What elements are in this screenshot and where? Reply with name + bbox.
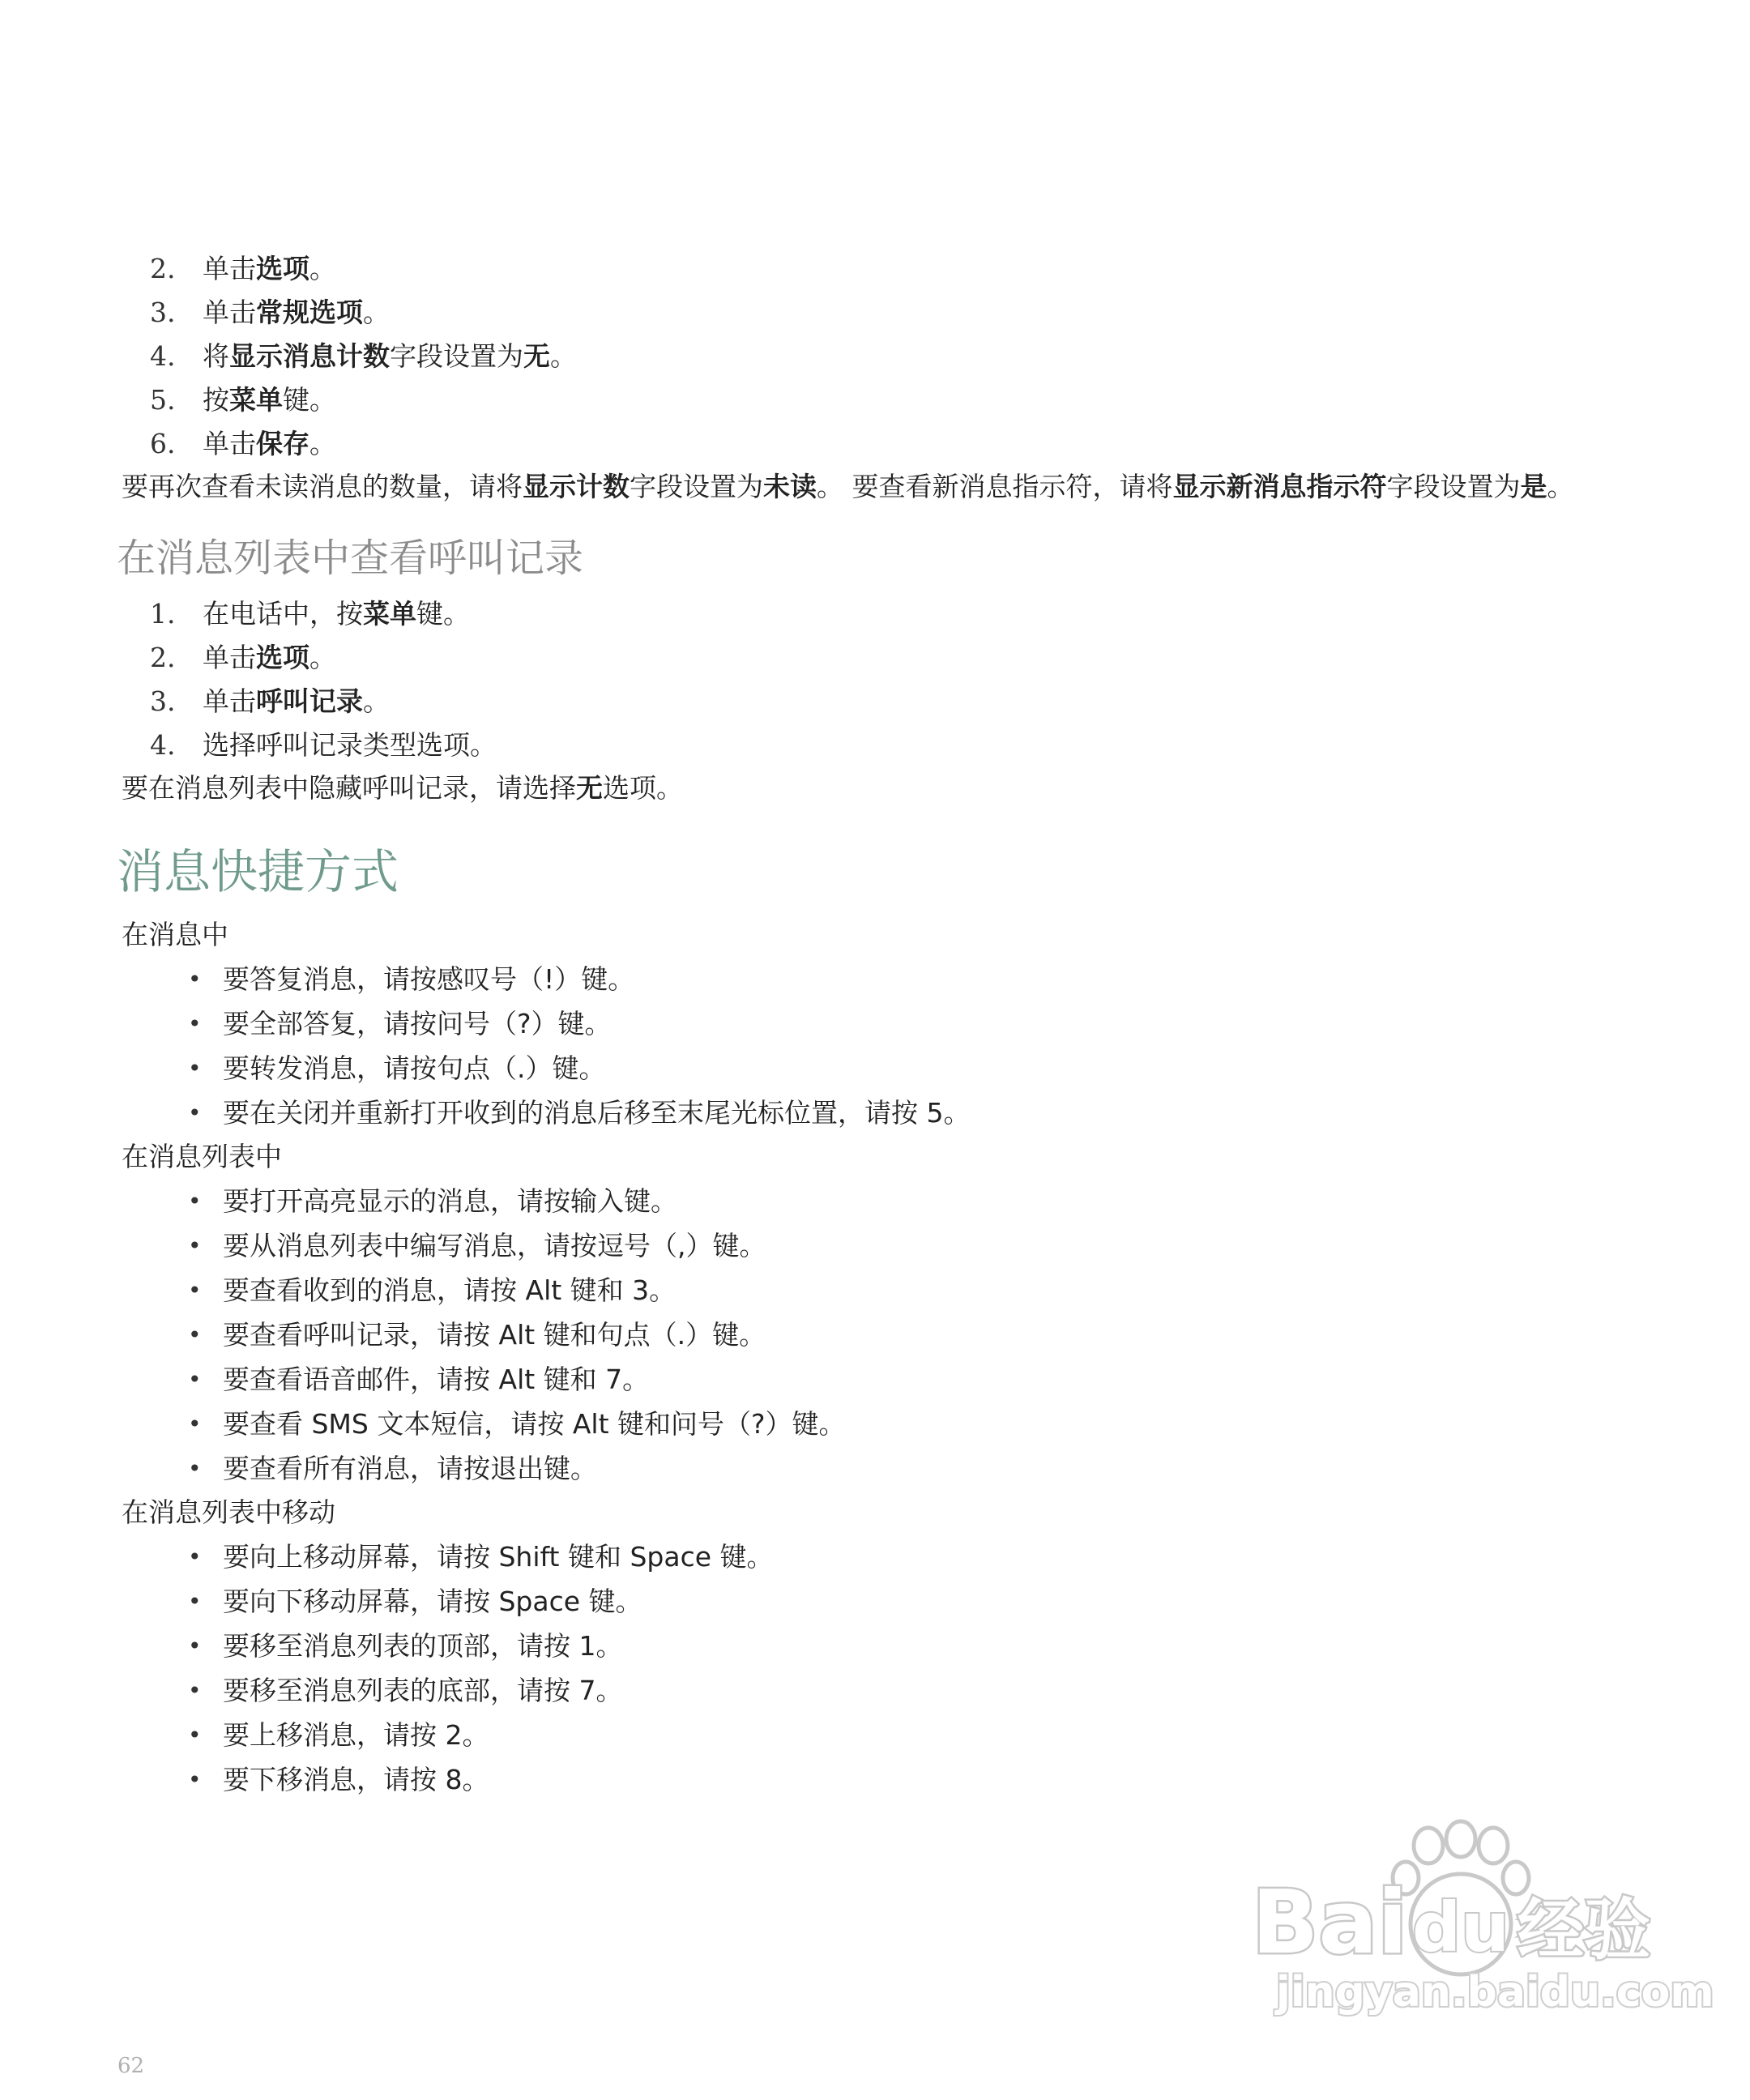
bullet-icon: • [188,1321,202,1348]
step-item: 3. 单击呼叫记录。 [122,680,1661,723]
list-item: • 要向下移动屏幕，请按 Space 键。 [122,1579,1661,1624]
bullet-icon: • [188,1588,202,1615]
step-item: 4. 选择呼叫记录类型选项。 [122,723,1661,767]
unread-count-note: 要再次查看未读消息的数量，请将显示计数字段设置为未读。 要查看新消息指示符，请将显示新消息指示符字段设置为是。 [122,471,1574,502]
bullet-icon: • [188,1099,202,1126]
shortcut-group [122,1135,1661,1491]
list-item: • 要查看呼叫记录，请按 Alt 键和句点（.）键。 [122,1312,1661,1357]
svg-text:jingyan.baidu.com: jingyan.baidu.com [1276,1968,1714,2017]
bullet-icon: • [188,1633,202,1659]
list-item: • 要查看所有消息，请按退出键。 [122,1446,1661,1491]
shortcut-group [122,913,1661,1135]
bullet-icon: • [188,1188,202,1214]
step-item: 1. 在电话中，按菜单键。 [122,592,1661,636]
bullet-icon: • [188,1055,202,1082]
step-number: 5. [150,384,176,416]
shortcut-group-heading: 在消息中 [122,919,228,950]
steps-list [122,247,1661,466]
list-item: • 要查看 SMS 文本短信，请按 Alt 键和问号（?）键。 [122,1402,1661,1446]
svg-text:du: du [1412,1888,1509,1967]
step-item: 3. 单击常规选项。 [122,291,1661,335]
page-number: 62 [117,2054,145,2078]
shortcut-group-heading: 在消息列表中 [122,1141,282,1172]
bullet-icon: • [188,1232,202,1259]
step-number: 6. [150,428,176,459]
step-number: 3. [150,297,176,328]
call-log-section-title: 在消息列表中查看呼叫记录 [117,536,584,581]
shortcut-list [122,957,1661,1135]
bullet-icon: • [188,1277,202,1304]
step-number: 2. [150,253,176,284]
svg-text:Bai: Bai [1252,1872,1408,1974]
list-item: • 要从消息列表中编写消息，请按逗号（,）键。 [122,1223,1661,1268]
bullet-icon: • [188,1455,202,1482]
step-number: 4. [150,340,176,372]
bullet-icon: • [188,1766,202,1793]
baidu-paw-logo-icon [1244,1815,1714,2017]
bullet-icon: • [188,1677,202,1704]
shortcuts-section-title: 消息快捷方式 [117,844,399,899]
step-item: 4. 将显示消息计数字段设置为无。 [122,335,1661,378]
step-item: 2. 单击选项。 [122,636,1661,680]
bullet-icon: • [188,966,202,992]
bullet-icon: • [188,1543,202,1570]
shortcut-list [122,1179,1661,1491]
list-item: • 要向上移动屏幕，请按 Shift 键和 Space 键。 [122,1534,1661,1579]
shortcut-group [122,1491,1661,1802]
list-item: • 要全部答复，请按问号（?）键。 [122,1001,1661,1046]
svg-text:经验: 经验 [1517,1892,1651,1969]
step-number: 4. [150,729,176,761]
call-log-steps-list [122,592,1661,767]
step-item: 5. 按菜单键。 [122,378,1661,422]
bullet-icon: • [188,1411,202,1437]
bullet-icon: • [188,1722,202,1748]
hide-call-log-note: 要在消息列表中隐藏呼叫记录，请选择无选项。 [122,772,683,804]
list-item: • 要在关闭并重新打开收到的消息后移至末尾光标位置，请按 5。 [122,1091,1661,1135]
step-item: 6. 单击保存。 [122,422,1661,466]
list-item: • 要上移消息，请按 2。 [122,1713,1661,1757]
list-item: • 要查看语音邮件，请按 Alt 键和 7。 [122,1357,1661,1402]
list-item: • 要转发消息，请按句点（.）键。 [122,1046,1661,1091]
list-item: • 要查看收到的消息，请按 Alt 键和 3。 [122,1268,1661,1312]
bullet-icon: • [188,1366,202,1393]
bullet-icon: • [188,1010,202,1037]
baidu-jingyan-watermark [1244,1815,1714,2017]
step-number: 1. [150,598,176,630]
shortcut-group-heading: 在消息列表中移动 [122,1496,335,1528]
list-item: • 要下移消息，请按 8。 [122,1757,1661,1802]
step-number: 2. [150,642,176,673]
list-item: • 要移至消息列表的底部，请按 7。 [122,1668,1661,1713]
list-item: • 要答复消息，请按感叹号（!）键。 [122,957,1661,1001]
step-item: 2. 单击选项。 [122,247,1661,291]
shortcut-list [122,1534,1661,1802]
list-item: • 要打开高亮显示的消息，请按输入键。 [122,1179,1661,1223]
list-item: • 要移至消息列表的顶部，请按 1。 [122,1624,1661,1668]
page-content [117,247,1661,1802]
step-number: 3. [150,685,176,717]
